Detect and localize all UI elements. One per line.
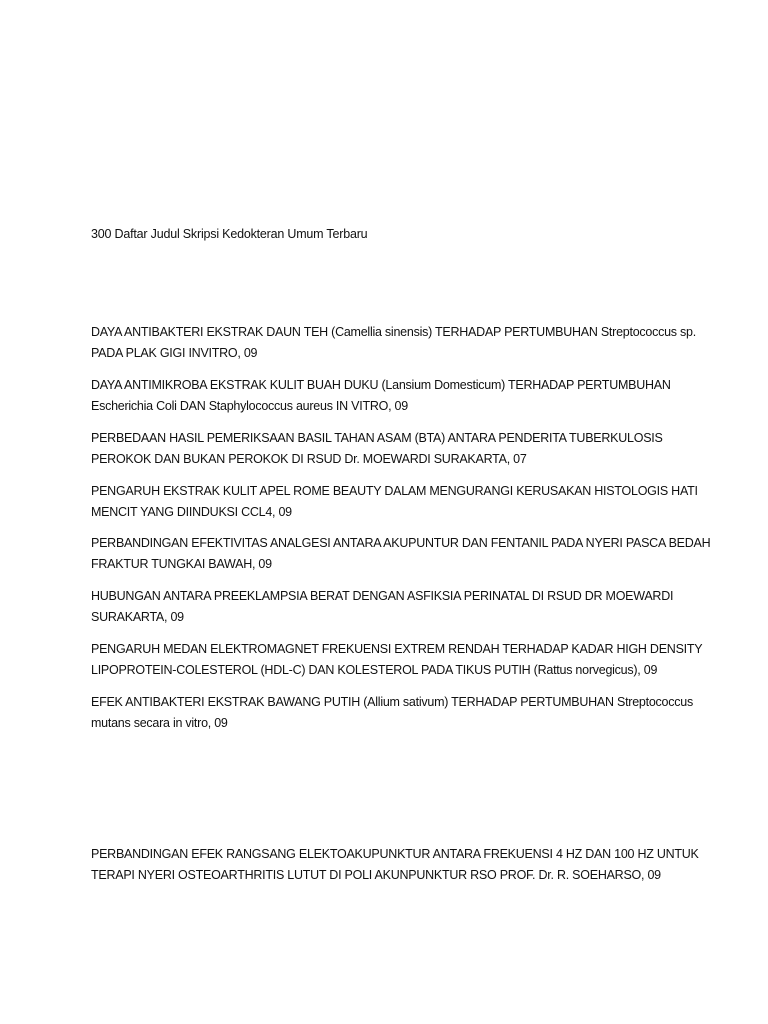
entry-line: mutans secara in vitro, 09	[91, 716, 228, 730]
entry-line: EFEK ANTIBAKTERI EKSTRAK BAWANG PUTIH (Allium sativum) TERHADAP PERTUMBUHAN Streptococcus	[91, 695, 693, 709]
entry-line: PERBANDINGAN EFEKTIVITAS ANALGESI ANTARA AKUPUNTUR DAN FENTANIL PADA NYERI PASCA BEDAH	[91, 536, 711, 550]
thesis-title-entry	[91, 639, 703, 681]
entry-line: PENGARUH MEDAN ELEKTROMAGNET FREKUENSI EXTREM RENDAH TERHADAP KADAR HIGH DENSITY	[91, 642, 703, 656]
thesis-title-entry	[91, 586, 691, 628]
entry-line: PERBEDAAN HASIL PEMERIKSAAN BASIL TAHAN ASAM (BTA) ANTARA PENDERITA TUBERKULOSIS	[91, 431, 663, 445]
thesis-title-entry	[91, 481, 698, 523]
entry-line: FRAKTUR TUNGKAI BAWAH, 09	[91, 557, 272, 571]
entry-line: DAYA ANTIMIKROBA EKSTRAK KULIT BUAH DUKU (Lansium Domesticum) TERHADAP PERTUMBUHAN	[91, 378, 671, 392]
entry-line: PENGARUH EKSTRAK KULIT APEL ROME BEAUTY DALAM MENGURANGI KERUSAKAN HISTOLOGIS HATI	[91, 484, 698, 498]
entry-line: MENCIT YANG DIINDUKSI CCL4, 09	[91, 505, 292, 519]
thesis-title-entry	[91, 375, 691, 417]
entry-line: DAYA ANTIBAKTERI EKSTRAK DAUN TEH (Camellia sinensis) TERHADAP PERTUMBUHAN Streptococcus sp.	[91, 325, 696, 339]
thesis-title-entry	[91, 533, 711, 575]
entry-line: PEROKOK DAN BUKAN PEROKOK DI RSUD Dr. MOEWARDI SURAKARTA, 07	[91, 452, 527, 466]
entry-line: HUBUNGAN ANTARA PREEKLAMPSIA BERAT DENGAN ASFIKSIA PERINATAL DI RSUD DR MOEWARDI	[91, 589, 674, 603]
document-title: 300 Daftar Judul Skripsi Kedokteran Umum Terbaru	[91, 227, 368, 241]
entry-line: Escherichia Coli DAN Staphylococcus aureus IN VITRO, 09	[91, 399, 408, 413]
thesis-title-entry	[91, 844, 699, 886]
thesis-title-entry	[91, 692, 691, 734]
entry-line: PERBANDINGAN EFEK RANGSANG ELEKTOAKUPUNKTUR ANTARA FREKUENSI 4 HZ DAN 100 HZ UNTUK	[91, 847, 699, 861]
thesis-title-entry	[91, 428, 691, 470]
thesis-title-entry	[91, 322, 696, 364]
entry-line: SURAKARTA, 09	[91, 610, 184, 624]
entry-line: PADA PLAK GIGI INVITRO, 09	[91, 346, 258, 360]
entry-line: LIPOPROTEIN-COLESTEROL (HDL-C) DAN KOLESTEROL PADA TIKUS PUTIH (Rattus norvegicus), 09	[91, 663, 658, 677]
entry-line: TERAPI NYERI OSTEOARTHRITIS LUTUT DI POLI AKUNPUNKTUR RSO PROF. Dr. R. SOEHARSO, 09	[91, 868, 661, 882]
